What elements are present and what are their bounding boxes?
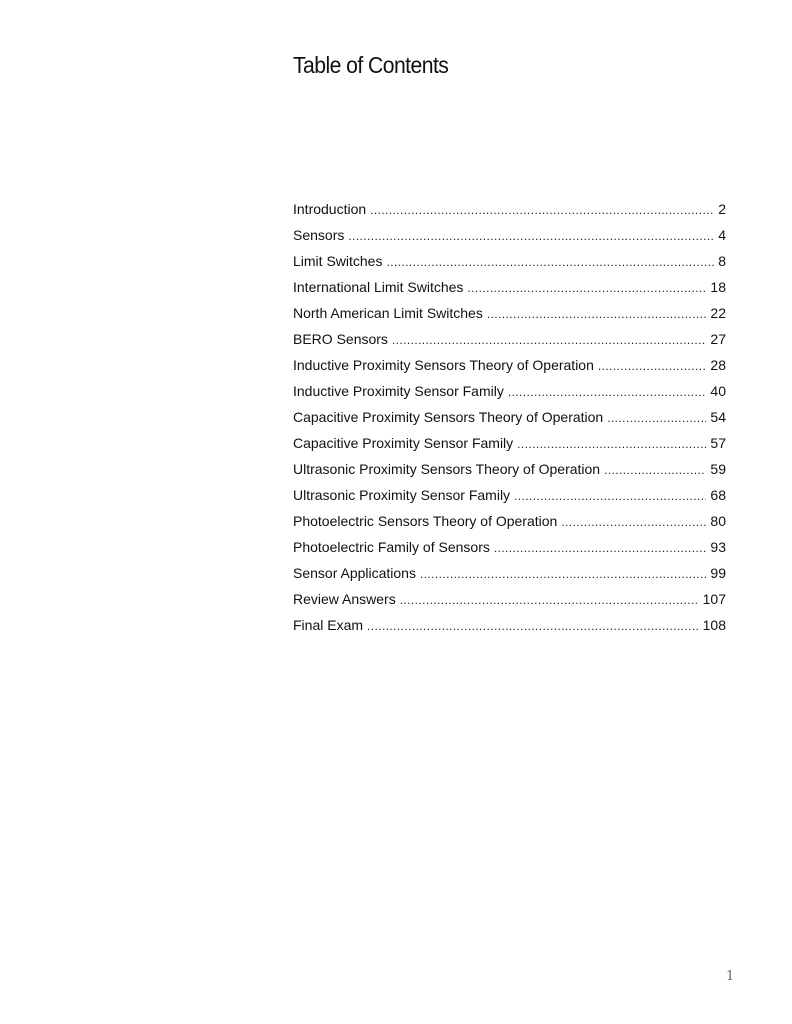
toc-entry-label: Ultrasonic Proximity Sensor Family	[293, 487, 511, 503]
toc-entry	[293, 537, 726, 563]
toc-entry-page: 8	[718, 253, 726, 269]
toc-entry	[293, 433, 726, 459]
toc-entry-page: 59	[710, 461, 726, 477]
toc-entry-label: Capacitive Proximity Sensors Theory of Operation	[293, 409, 604, 425]
toc-dot-leader	[598, 356, 707, 376]
toc-entry	[293, 615, 726, 641]
page-title: Table of Contents	[293, 52, 449, 78]
toc-dot-leader	[400, 590, 699, 610]
toc-entry-page: 68	[710, 487, 726, 503]
toc-entry-page: 93	[710, 539, 726, 555]
toc-entry	[293, 511, 726, 537]
toc-dot-leader	[348, 226, 714, 246]
page-number: 1	[726, 969, 735, 984]
toc-entry	[293, 563, 726, 589]
toc-dot-leader	[467, 278, 706, 298]
toc-entry-page: 18	[710, 279, 726, 295]
toc-entry-label: Inductive Proximity Sensor Family	[293, 383, 504, 399]
toc-entry-label: North American Limit Switches	[293, 305, 483, 321]
toc-entry-label: Introduction	[293, 201, 367, 217]
toc-dot-leader	[514, 486, 706, 506]
toc-entry-label: Limit Switches	[293, 253, 383, 269]
toc-entry-page: 4	[718, 227, 726, 243]
toc-dot-leader	[420, 564, 706, 584]
toc-entry	[293, 199, 726, 225]
toc-entry-label: International Limit Switches	[293, 279, 464, 295]
toc-entry-label: BERO Sensors	[293, 331, 388, 347]
toc-dot-leader	[392, 330, 706, 350]
toc-entry	[293, 329, 726, 355]
toc-entry	[293, 251, 726, 277]
toc-dot-leader	[487, 304, 707, 324]
toc-entry-page: 107	[702, 591, 726, 607]
toc-entry-page: 22	[710, 305, 726, 321]
toc-entry-label: Ultrasonic Proximity Sensors Theory of Operation	[293, 461, 601, 477]
toc-dot-leader	[517, 434, 706, 454]
toc-entry-label: Sensors	[293, 227, 345, 243]
toc-entry-label: Capacitive Proximity Sensor Family	[293, 435, 514, 451]
toc-entry-label: Photoelectric Family of Sensors	[293, 539, 490, 555]
table-of-contents	[293, 199, 726, 641]
toc-entry-page: 108	[702, 617, 726, 633]
toc-entry-page: 54	[710, 409, 726, 425]
toc-entry	[293, 303, 726, 329]
toc-entry	[293, 355, 726, 381]
toc-entry-label: Photoelectric Sensors Theory of Operation	[293, 513, 558, 529]
toc-dot-leader	[386, 252, 714, 272]
toc-entry-page: 99	[710, 565, 726, 581]
toc-entry	[293, 277, 726, 303]
toc-entry-label: Sensor Applications	[293, 565, 416, 581]
toc-entry	[293, 407, 726, 433]
toc-entry-page: 57	[710, 435, 726, 451]
toc-entry-page: 2	[718, 201, 726, 217]
toc-dot-leader	[370, 200, 714, 220]
toc-entry	[293, 459, 726, 485]
toc-dot-leader	[494, 538, 707, 558]
toc-dot-leader	[607, 408, 706, 428]
toc-entry-page: 80	[710, 513, 726, 529]
toc-entry-page: 28	[710, 357, 726, 373]
toc-entry	[293, 225, 726, 251]
toc-entry-label: Inductive Proximity Sensors Theory of Operation	[293, 357, 594, 373]
toc-entry	[293, 589, 726, 615]
toc-entry	[293, 381, 726, 407]
toc-dot-leader	[604, 460, 706, 480]
toc-entry-label: Final Exam	[293, 617, 364, 633]
toc-entry-page: 27	[710, 331, 726, 347]
toc-entry-label: Review Answers	[293, 591, 396, 607]
toc-dot-leader	[561, 512, 706, 532]
toc-entry	[293, 485, 726, 511]
toc-entry-page: 40	[710, 383, 726, 399]
toc-dot-leader	[367, 616, 699, 636]
toc-dot-leader	[508, 382, 707, 402]
